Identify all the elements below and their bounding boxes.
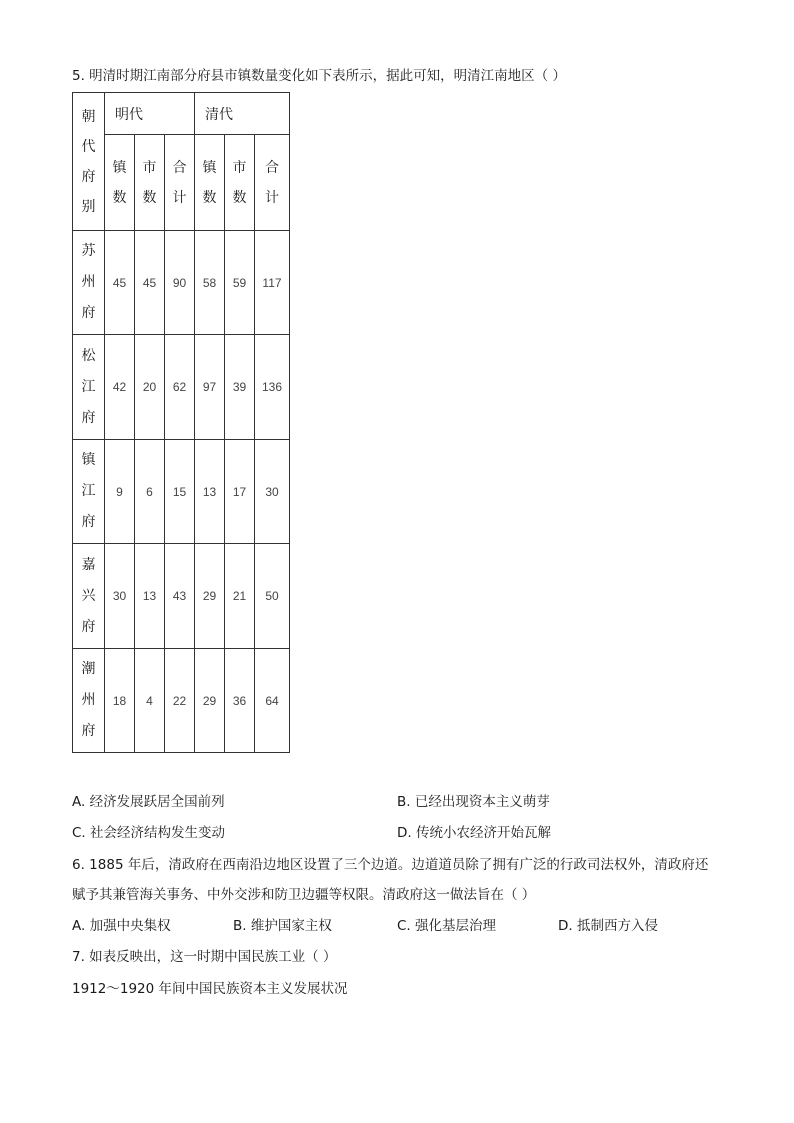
table-cell: 39 <box>225 335 255 440</box>
q5-option-d: D. 传统小农经济开始瓦解 <box>397 825 551 841</box>
corner-header-cell <box>73 93 105 231</box>
table-row <box>73 335 290 440</box>
q7-stem: 7. 如表反映出，这一时期中国民族工业（ ） <box>72 949 337 965</box>
subheader: 市数 <box>142 159 157 206</box>
q5-option-c: C. 社会经济结构发生变动 <box>72 825 226 841</box>
subheader: 合计 <box>265 159 279 206</box>
table-cell: 30 <box>105 544 135 649</box>
table-row <box>73 440 290 544</box>
table-cell: 20 <box>135 335 165 440</box>
table-cell: 15 <box>165 440 195 544</box>
q5-option-b: B. 已经出现资本主义萌芽 <box>397 794 550 810</box>
ming-header: 明代 <box>105 93 195 135</box>
subheader-cell <box>225 135 255 231</box>
table-cell: 64 <box>255 649 290 753</box>
table-cell: 17 <box>225 440 255 544</box>
q6-stem-line2: 赋予其兼管海关事务、中外交涉和防卫边疆等权限。清政府这一做法旨在（ ） <box>72 887 536 903</box>
subheader-cell <box>165 135 195 231</box>
q5-option-a: A. 经济发展跃居全国前列 <box>72 794 225 810</box>
subheader-cell <box>195 135 225 231</box>
table-cell: 43 <box>165 544 195 649</box>
table-cell: 62 <box>165 335 195 440</box>
corner-header: 朝代府别 <box>81 108 96 215</box>
table-cell: 90 <box>165 231 195 335</box>
subheader: 市数 <box>232 159 247 206</box>
subheader: 合计 <box>172 159 187 206</box>
table-cell: 136 <box>255 335 290 440</box>
table-cell: 58 <box>195 231 225 335</box>
subheader: 镇数 <box>202 159 217 206</box>
q7-table-caption: 1912～1920 年间中国民族资本主义发展状况 <box>72 981 348 997</box>
table-cell: 18 <box>105 649 135 753</box>
table-cell: 9 <box>105 440 135 544</box>
qing-header: 清代 <box>195 93 290 135</box>
table-cell: 36 <box>225 649 255 753</box>
q5-stem: 5. 明清时期江南部分府县市镇数量变化如下表所示，据此可知，明清江南地区（ ） <box>72 68 566 84</box>
table-cell: 97 <box>195 335 225 440</box>
subheader-cell <box>105 135 135 231</box>
town-count-table <box>72 92 290 753</box>
table-cell: 45 <box>135 231 165 335</box>
table-cell: 59 <box>225 231 255 335</box>
table-cell: 22 <box>165 649 195 753</box>
table-cell: 30 <box>255 440 290 544</box>
table-cell: 45 <box>105 231 135 335</box>
table-row <box>73 544 290 649</box>
q6-option-d: D. 抵制西方入侵 <box>558 918 658 934</box>
table-row <box>73 231 290 335</box>
prefecture-name: 镇江府 <box>73 440 105 544</box>
table-cell: 13 <box>135 544 165 649</box>
subheader: 镇数 <box>112 159 127 206</box>
table-cell: 42 <box>105 335 135 440</box>
subheader-cell <box>135 135 165 231</box>
prefecture-name: 潮州府 <box>73 649 105 753</box>
table-cell: 13 <box>195 440 225 544</box>
table-cell: 117 <box>255 231 290 335</box>
prefecture-name: 松江府 <box>73 335 105 440</box>
q6-option-c: C. 强化基层治理 <box>397 918 497 934</box>
table-cell: 29 <box>195 544 225 649</box>
table-cell: 21 <box>225 544 255 649</box>
q6-stem-line1: 6. 1885 年后，清政府在西南沿边地区设置了三个边道。边道道员除了拥有广泛的行政司法权外，清政府还 <box>72 857 709 873</box>
prefecture-name: 嘉兴府 <box>73 544 105 649</box>
table-cell: 6 <box>135 440 165 544</box>
table-cell: 50 <box>255 544 290 649</box>
table-cell: 29 <box>195 649 225 753</box>
prefecture-name: 苏州府 <box>73 231 105 335</box>
q6-option-a: A. 加强中央集权 <box>72 918 171 934</box>
q6-option-b: B. 维护国家主权 <box>233 918 332 934</box>
table-cell: 4 <box>135 649 165 753</box>
table-row <box>73 649 290 753</box>
subheader-cell <box>255 135 290 231</box>
